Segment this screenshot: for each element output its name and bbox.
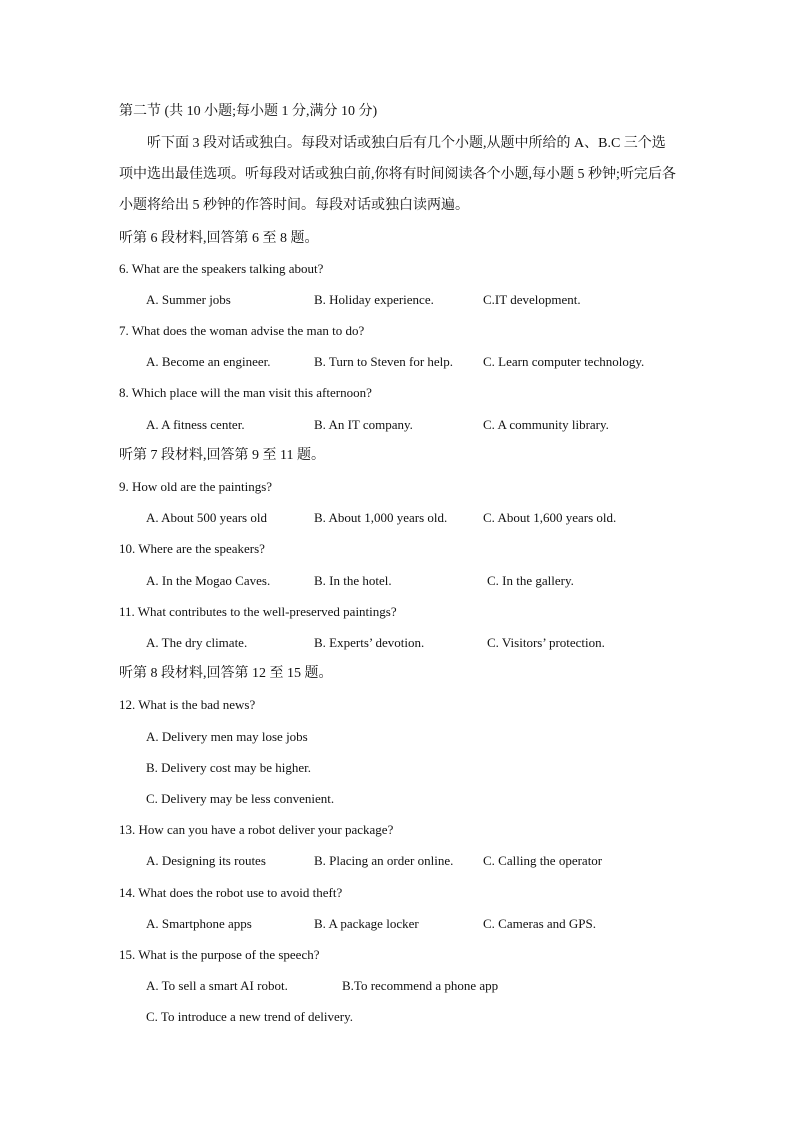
option-b: B. In the hotel. — [314, 573, 392, 588]
option-c: C. A community library. — [483, 417, 609, 432]
option-b: B. Delivery cost may be higher. — [146, 760, 311, 775]
question-text: 8. Which place will the man visit this afternoon? — [119, 385, 372, 400]
option-c: C.IT development. — [483, 292, 581, 307]
section-heading: 第二节 (共 10 小题;每小题 1 分,满分 10 分) — [119, 104, 378, 119]
option-a: A. Become an engineer. — [146, 354, 271, 369]
option-a: A. To sell a smart AI robot. — [146, 978, 288, 993]
option-b: B. Placing an order online. — [314, 853, 454, 868]
section-title: 听第 7 段材料,回答第 9 至 11 题。 — [119, 448, 325, 463]
option-a: A. The dry climate. — [146, 635, 248, 650]
option-c: C. Calling the operator — [483, 853, 603, 868]
option-c: C. Visitors’ protection. — [487, 635, 605, 650]
question-text: 6. What are the speakers talking about? — [119, 261, 324, 276]
option-b: B. Holiday experience. — [314, 292, 434, 307]
option-c: C. Delivery may be less convenient. — [146, 791, 335, 806]
option-c: C. About 1,600 years old. — [483, 510, 617, 525]
question-text: 7. What does the woman advise the man to do? — [119, 323, 365, 338]
question-text: 12. What is the bad news? — [119, 697, 256, 712]
question-text: 9. How old are the paintings? — [119, 479, 273, 494]
option-a: A. A fitness center. — [146, 417, 245, 432]
question-text: 14. What does the robot use to avoid theft? — [119, 885, 343, 900]
option-c: C. Learn computer technology. — [483, 354, 645, 369]
option-b: B. A package locker — [314, 916, 419, 931]
option-c: C. In the gallery. — [487, 573, 574, 588]
question-text: 11. What contributes to the well-preserved paintings? — [119, 604, 397, 619]
option-b: B. About 1,000 years old. — [314, 510, 448, 525]
question-text: 13. How can you have a robot deliver your package? — [119, 822, 394, 837]
option-a: A. In the Mogao Caves. — [146, 573, 271, 588]
option-a: A. About 500 years old — [146, 510, 267, 525]
option-b: B.To recommend a phone app — [342, 978, 499, 993]
option-c: C. To introduce a new trend of delivery. — [146, 1009, 354, 1024]
option-c: C. Cameras and GPS. — [483, 916, 597, 931]
option-b: B. An IT company. — [314, 417, 413, 432]
option-a: A. Designing its routes — [146, 853, 266, 868]
question-text: 10. Where are the speakers? — [119, 541, 265, 556]
option-a: A. Delivery men may lose jobs — [146, 729, 308, 744]
option-b: B. Experts’ devotion. — [314, 635, 425, 650]
option-a: A. Smartphone apps — [146, 916, 252, 931]
question-text: 15. What is the purpose of the speech? — [119, 947, 320, 962]
option-b: B. Turn to Steven for help. — [314, 354, 454, 369]
section-title: 听第 8 段材料,回答第 12 至 15 题。 — [119, 666, 333, 681]
section-title: 听第 6 段材料,回答第 6 至 8 题。 — [119, 231, 319, 246]
option-a: A. Summer jobs — [146, 292, 231, 307]
instructions-paragraph: 听下面 3 段对话或独白。每段对话或独白后有几个小题,从题中所给的 A、B.C 三个选项中选出最佳选项。听每段对话或独白前,你将有时间阅读各个小题,每小题 5 秒钟;听完后各小题将给出 5 秒钟的作答时间。每段对话或独白读两遍。 — [119, 136, 676, 213]
